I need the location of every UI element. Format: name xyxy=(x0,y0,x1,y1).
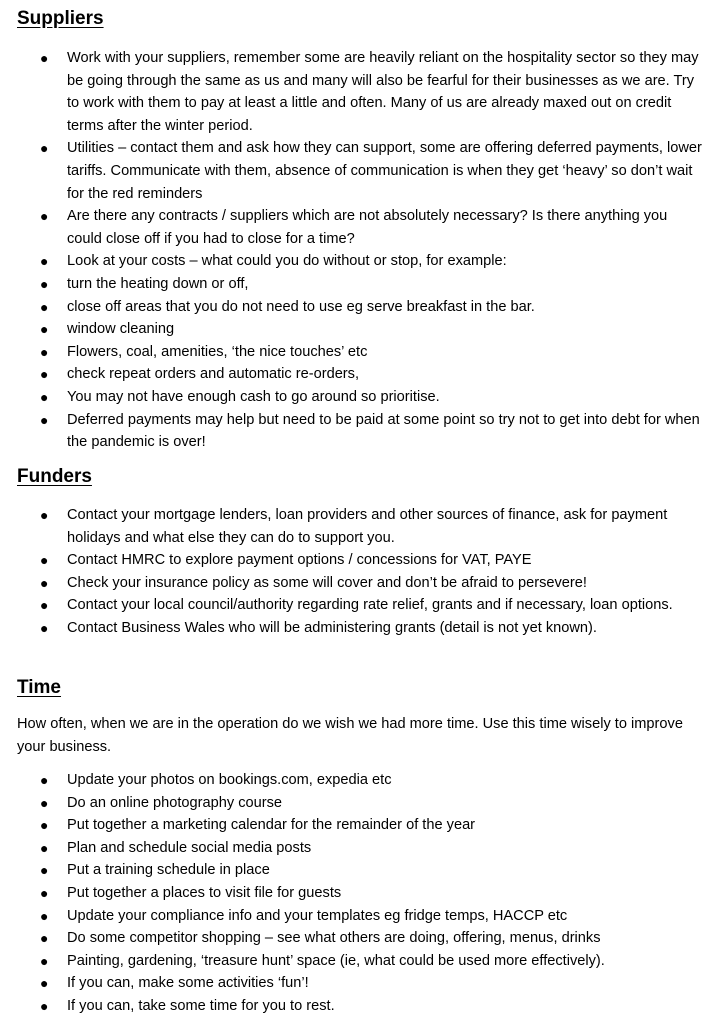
list-item xyxy=(0,617,715,640)
bullet-icon: ● xyxy=(40,839,49,856)
list-item xyxy=(0,296,715,319)
list-item-text: Put together a marketing calendar for the remainder of the year xyxy=(67,817,476,834)
bullet-icon: ● xyxy=(40,411,49,428)
list-item xyxy=(0,927,715,950)
bullet-icon: ● xyxy=(40,884,49,901)
list-item-text: Contact your mortgage lenders, loan providers and other sources of finance, ask for payment holidays and what else they can do to support you. xyxy=(67,507,668,546)
list-item-text: Utilities – contact them and ask how they can support, some are offering deferred payments, lower tariffs. Communicate with them, absence of communication is when they get ‘heavy’ so don’t wait for the red reminders xyxy=(67,140,702,202)
bullet-icon: ● xyxy=(40,388,49,405)
list-item-text: check repeat orders and automatic re-orders, xyxy=(67,366,360,383)
suppliers-heading: Suppliers xyxy=(17,8,104,29)
list-item-text: close off areas that you do not need to use eg serve breakfast in the bar. xyxy=(67,298,535,315)
list-item-text: Deferred payments may help but need to be paid at some point so try not to get into debt for when the pandemic is over! xyxy=(67,411,700,451)
bullet-icon: ● xyxy=(40,930,49,947)
bullet-icon: ● xyxy=(40,552,49,569)
bullet-icon: ● xyxy=(40,862,49,879)
list-item-text: turn the heating down or off, xyxy=(67,275,249,292)
list-item xyxy=(0,972,715,995)
list-item xyxy=(0,549,715,572)
bullet-icon: ● xyxy=(40,997,49,1014)
bullet-icon: ● xyxy=(40,952,49,969)
list-item-text: Are there any contracts / suppliers which are not absolutely necessary? Is there anything you could close off if you had to close for a time? xyxy=(67,208,668,247)
list-item-text: Put a training schedule in place xyxy=(67,862,270,879)
list-item xyxy=(0,769,715,792)
list-item xyxy=(0,950,715,973)
bullet-icon: ● xyxy=(40,817,49,834)
list-item-text: If you can, take some time for you to rest. xyxy=(67,997,335,1014)
bullet-icon: ● xyxy=(40,366,49,383)
time-list xyxy=(0,769,715,1018)
list-item xyxy=(0,995,715,1018)
list-item-text: If you can, make some activities ‘fun’! xyxy=(67,975,309,992)
list-item-text: Check your insurance policy as some will cover and don’t be afraid to persevere! xyxy=(67,574,587,591)
time-intro: How often, when we are in the operation do we wish we had more time. Use this time wisely to improve your business. xyxy=(17,716,683,755)
list-item-text: You may not have enough cash to go around so prioritise. xyxy=(67,388,440,405)
bullet-icon: ● xyxy=(40,253,49,270)
bullet-icon: ● xyxy=(40,298,49,315)
bullet-icon: ● xyxy=(40,275,49,292)
list-item xyxy=(0,572,715,595)
bullet-icon: ● xyxy=(40,907,49,924)
bullet-icon: ● xyxy=(40,619,49,636)
bullet-icon: ● xyxy=(40,597,49,614)
list-item xyxy=(0,137,715,205)
list-item-text: Plan and schedule social media posts xyxy=(67,839,312,856)
list-item-text: Look at your costs – what could you do without or stop, for example: xyxy=(67,253,507,270)
list-item xyxy=(0,905,715,928)
bullet-icon: ● xyxy=(40,140,49,157)
list-item-text: window cleaning xyxy=(67,321,175,338)
list-item-text: Update your photos on bookings.com, expedia etc xyxy=(67,772,392,788)
bullet-icon: ● xyxy=(40,507,49,523)
list-item xyxy=(0,363,715,386)
bullet-icon: ● xyxy=(40,794,49,811)
list-item xyxy=(0,205,715,250)
time-heading: Time xyxy=(17,677,62,698)
list-item-text: Work with your suppliers, remember some are heavily reliant on the hospitality sector so they may be going through the same as us and many will also be fearful for their businesses as we are. Try to work with them to pay at least a little and often. Many of us are already maxed out on credit terms after the winter period. xyxy=(67,50,699,134)
suppliers-list xyxy=(0,47,715,454)
list-item xyxy=(0,318,715,341)
list-item xyxy=(0,504,715,549)
list-item xyxy=(0,859,715,882)
list-item-text: Flowers, coal, amenities, ‘the nice touches’ etc xyxy=(67,343,368,360)
list-item xyxy=(0,341,715,364)
list-item-text: Update your compliance info and your templates eg fridge temps, HACCP etc xyxy=(67,907,568,924)
list-item xyxy=(0,47,715,137)
funders-heading: Funders xyxy=(17,466,92,487)
bullet-icon: ● xyxy=(40,772,49,788)
list-item-text: Painting, gardening, ‘treasure hunt’ space (ie, what could be used more effectively). xyxy=(67,952,605,969)
list-item-text: Do some competitor shopping – see what others are doing, offering, menus, drinks xyxy=(67,930,601,947)
list-item xyxy=(0,250,715,273)
list-item-text: Contact HMRC to explore payment options / concessions for VAT, PAYE xyxy=(67,552,532,569)
list-item-text: Contact your local council/authority regarding rate relief, grants and if necessary, loan options. xyxy=(67,597,673,614)
list-item-text: Put together a places to visit file for guests xyxy=(67,884,342,901)
list-item xyxy=(0,882,715,905)
bullet-icon: ● xyxy=(40,574,49,591)
bullet-icon: ● xyxy=(40,208,49,225)
list-item xyxy=(0,792,715,815)
list-item xyxy=(0,273,715,296)
funders-list xyxy=(0,504,715,640)
list-item xyxy=(0,837,715,860)
list-item xyxy=(0,409,715,454)
bullet-icon: ● xyxy=(40,343,49,360)
bullet-icon: ● xyxy=(40,975,49,992)
list-item-text: Contact Business Wales who will be administering grants (detail is not yet known). xyxy=(67,619,597,636)
list-item xyxy=(0,386,715,409)
bullet-icon: ● xyxy=(40,50,49,66)
list-item xyxy=(0,814,715,837)
list-item-text: Do an online photography course xyxy=(67,794,283,811)
bullet-icon: ● xyxy=(40,321,49,338)
list-item xyxy=(0,594,715,617)
